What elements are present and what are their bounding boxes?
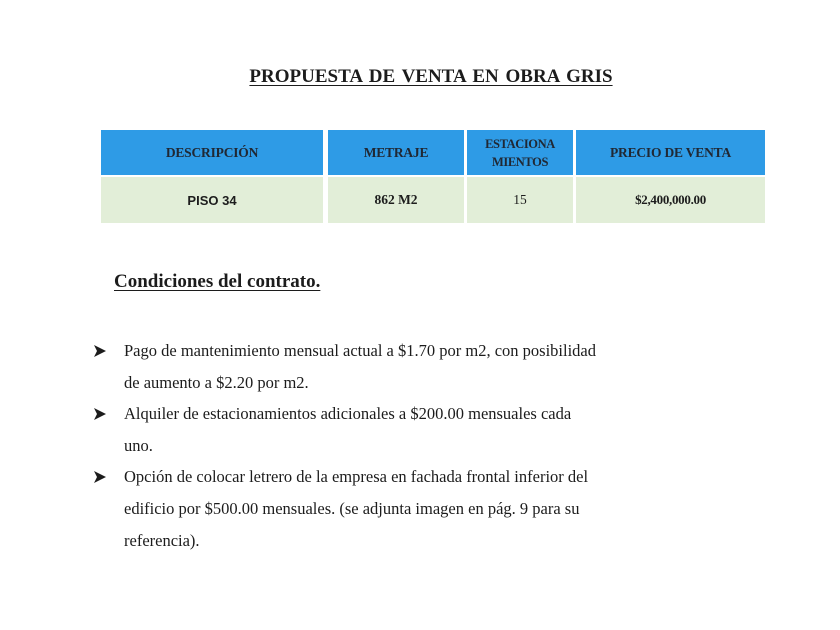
- cell-descripcion: PISO 34: [101, 177, 323, 223]
- condition-line: Opción de colocar letrero de la empresa en fachada frontal inferior del: [124, 467, 589, 486]
- arrowhead-bullet-icon: [94, 398, 110, 430]
- arrowhead-bullet-icon: [94, 335, 110, 367]
- condition-line: Pago de mantenimiento mensual actual a $1.70 por m2, con posibilidad: [124, 341, 596, 360]
- header-precio-venta: PRECIO DE VENTA: [576, 130, 765, 175]
- condition-line: Alquiler de estacionamientos adicionales a $200.00 mensuales cada: [124, 404, 572, 423]
- condition-item: [94, 461, 654, 557]
- header-estacionamientos: ESTACIONA MIENTOS: [467, 130, 573, 175]
- condition-line: edificio por $500.00 mensuales. (se adjunta imagen en pág. 9 para su: [124, 499, 580, 518]
- condition-item: [94, 335, 654, 399]
- condition-line: uno.: [124, 436, 153, 455]
- condition-item: [94, 398, 654, 462]
- conditions-heading: Condiciones del contrato.: [114, 271, 321, 292]
- cell-metraje: 862 M2: [328, 177, 464, 223]
- document-title: PROPUESTA DE VENTA EN OBRA GRIS: [249, 66, 613, 87]
- condition-line: de aumento a $2.20 por m2.: [124, 373, 309, 392]
- arrowhead-bullet-icon: [94, 461, 110, 493]
- condition-line: referencia).: [124, 531, 200, 550]
- sales-summary-table: [101, 130, 765, 225]
- header-metraje: METRAJE: [328, 130, 464, 175]
- cell-precio-venta: $2,400,000.00: [576, 177, 765, 223]
- cell-estacionamientos: 15: [467, 177, 573, 223]
- header-descripcion: DESCRIPCIÓN: [101, 130, 323, 175]
